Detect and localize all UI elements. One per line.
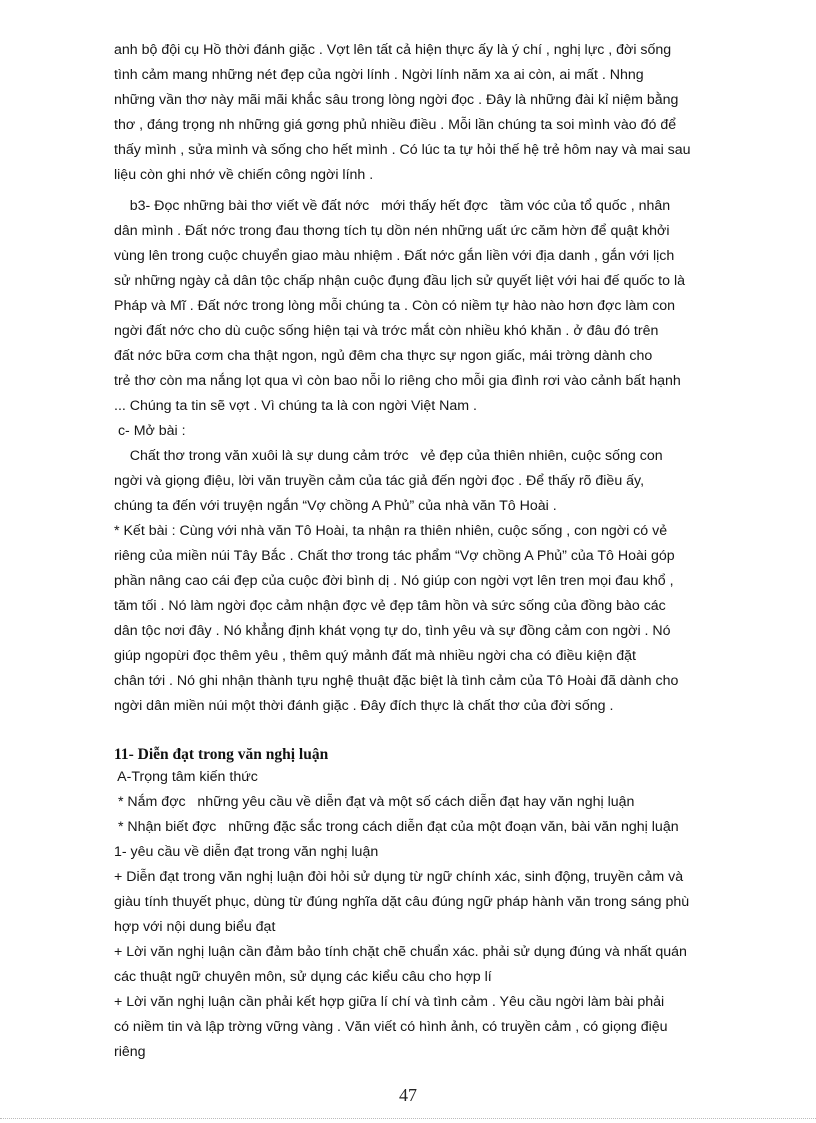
text-line: + Diễn đạt trong văn nghị luận đòi hỏi sử dụng từ ngữ chính xác, sinh động, truyền cảm và [114, 869, 684, 885]
text-line: phần nâng cao cái đẹp của cuộc đời bình dị . Nó giúp con ngời vợt lên tren mọi đau khổ , [114, 573, 674, 589]
text-line: ... Chúng ta tin sẽ vợt . Vì chúng ta là con ngời Việt Nam . [114, 398, 477, 414]
text-line: ngời đất nớc cho dù cuộc sống hiện tại và trớc mắt còn nhiều khó khăn . ở đâu đó trên [114, 323, 659, 339]
text-line: b3- Đọc những bài thơ viết về đất nớc mới thấy hết đợc tầm vóc của tổ quốc , nhân [114, 198, 671, 214]
text-line: chúng ta đến với truyện ngắn “Vợ chồng A Phủ” của nhà văn Tô Hoài . [114, 498, 557, 514]
text-line: * Kết bài : Cùng với nhà văn Tô Hoài, ta nhận ra thiên nhiên, cuộc sống , con ngời có vẻ [114, 523, 668, 539]
text-line: giúp ngopừi đọc thêm yêu , thêm quý mảnh đất mà nhiều ngời cha có điều kiện đặt [114, 648, 636, 664]
text-line: những vần thơ này mãi mãi khắc sâu trong lòng ngời đọc . Đây là những đài kỉ niệm bằng [114, 92, 679, 108]
text-line: dân mình . Đất nớc trong đau thơng tích tụ dồn nén những uất ức căm hờn để quật khởi [114, 223, 670, 239]
text-line: đất nớc bữa cơm cha thật ngon, ngủ đêm cha thực sự ngon giấc, mái trờng dành cho [114, 348, 653, 364]
text-line: anh bộ đội cụ Hồ thời đánh giặc . Vợt lên tất cả hiện thực ấy là ý chí , nghị lực , đời sống [114, 42, 672, 58]
text-line: có niềm tin và lập trờng vững vàng . Văn viết có hình ảnh, có truyền cảm , có giọng điệu [114, 1019, 668, 1035]
text-line: trẻ thơ còn ma nắng lọt qua vì còn bao nỗi lo riêng cho mỗi gia đình rơi vào cảnh bất hạnh [114, 373, 681, 389]
text-line: giàu tính thuyết phục, dùng từ đúng nghĩa dặt câu đúng ngữ pháp hành văn trong sáng phù [114, 894, 690, 910]
text-line: * Nắm đợc những yêu cầu về diễn đạt và một số cách diễn đạt hay văn nghị luận [114, 794, 635, 810]
footer-divider [0, 1118, 816, 1119]
text-line: thơ , đáng trọng nh những giá gơng phủ nhiều điều . Mỗi lần chúng ta soi mình vào đó để [114, 117, 677, 133]
text-line: chân tới . Nó ghi nhận thành tựu nghệ thuật đặc biệt là tình cảm của Tô Hoài đã dành cho [114, 673, 679, 689]
text-line: Chất thơ trong văn xuôi là sự dung cảm trớc vẻ đẹp của thiên nhiên, cuộc sống con [114, 448, 663, 464]
text-line: các thuật ngữ chuyên môn, sử dụng các kiểu câu cho hợp lí [114, 969, 492, 985]
section-heading: 11- Diễn đạt trong văn nghị luận [114, 746, 329, 763]
text-line: tăm tối . Nó làm ngời đọc cảm nhận đợc vẻ đẹp tâm hồn và sức sống của đồng bào các [114, 598, 666, 614]
text-line: c- Mở bài : [114, 423, 186, 439]
text-line: tình cảm mang những nét đẹp của ngời lính . Ngời lính năm xa ai còn, ai mất . Nhng [114, 67, 644, 83]
text-line: sử những ngày cả dân tộc chấp nhận cuộc đụng đầu lịch sử quyết liệt với hai đế quốc to là [114, 273, 685, 289]
text-line: + Lời văn nghị luận cần phải kết hợp giữa lí chí và tình cảm . Yêu cầu ngời làm bài phải [114, 994, 665, 1010]
text-line: ngời và giọng điệu, lời văn truyền cảm của tác giả đến ngời đọc . Để thấy rõ điều ấy, [114, 473, 645, 489]
text-line: * Nhận biết đợc những đặc sắc trong cách diễn đạt của một đoạn văn, bài văn nghị luận [114, 819, 679, 835]
text-line: riêng của miền núi Tây Bắc . Chất thơ trong tác phẩm “Vợ chồng A Phủ” của Tô Hoài góp [114, 548, 675, 564]
text-line: hợp với nội dung biểu đạt [114, 919, 276, 935]
text-line: liệu còn ghi nhớ về chiến công ngời lính . [114, 167, 374, 183]
page-number: 47 [399, 1085, 417, 1105]
text-line: ngời dân miền núi một thời đánh giặc . Đây đích thực là chất thơ của đời sống . [114, 698, 614, 714]
text-line: vùng lên trong cuộc chuyển giao màu nhiệm . Đất nớc gắn liền với địa danh , gắn với lịch [114, 248, 675, 264]
text-line: dân tộc nơi đây . Nó khẳng định khát vọng tự do, tình yêu và sự đồng cảm con ngời . Nó [114, 623, 671, 639]
text-line: Pháp và Mĩ . Đất nớc trong lòng mỗi chúng ta . Còn có niềm tự hào nào hơn đợc làm con [114, 298, 676, 314]
text-line: + Lời văn nghị luận cần đảm bảo tính chặt chẽ chuẩn xác. phải sử dụng đúng và nhất quán [114, 944, 687, 960]
text-line: riêng [114, 1044, 146, 1060]
text-line: A-Trọng tâm kiến thức [114, 769, 258, 785]
text-line: thấy mình , sửa mình và sống cho hết mình . Có lúc ta tự hỏi thế hệ trẻ hôm nay và mai sau [114, 142, 691, 158]
body-text [114, 38, 778, 1065]
text-line: 1- yêu cầu về diễn đạt trong văn nghị luận [114, 844, 379, 860]
